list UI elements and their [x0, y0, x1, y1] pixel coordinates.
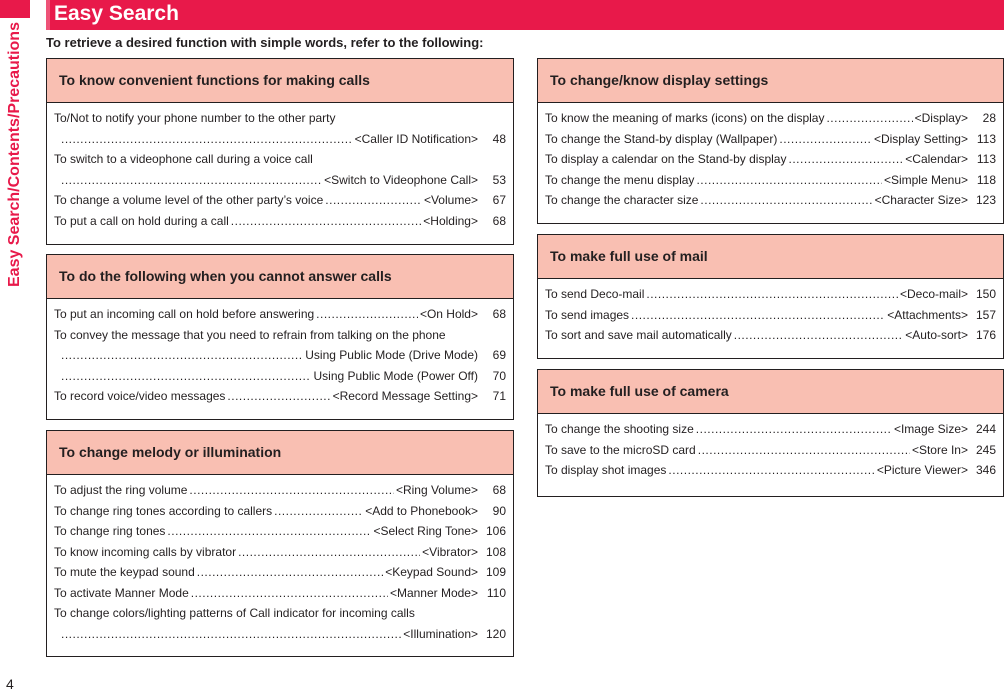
entry-page-number: 109 — [485, 565, 506, 579]
entry-function-ref: <Illumination> — [403, 626, 478, 641]
dot-leader — [61, 627, 401, 641]
entry-function-ref: <Ring Volume> — [395, 483, 478, 497]
entry-function-ref: <Keypad Sound> — [385, 565, 478, 579]
entry-description: To know incoming calls by vibrator — [54, 544, 237, 559]
entry-description: To save to the microSD card — [545, 442, 696, 457]
dot-leader — [779, 132, 872, 146]
entry-description: To change ring tones according to callers — [54, 503, 273, 518]
entry-function-ref: <Simple Menu> — [883, 172, 968, 187]
entry-description: To mute the keypad sound — [54, 565, 195, 579]
entry-description: To sort and save mail automatically — [545, 328, 732, 342]
entry-function-ref: <Display> — [914, 111, 968, 125]
entry-page-number: 113 — [976, 152, 996, 166]
entry-function-ref: <Character Size> — [874, 193, 968, 207]
section-display — [537, 58, 1004, 224]
section-body — [47, 299, 513, 410]
index-entry — [545, 152, 996, 173]
dot-leader — [167, 524, 371, 538]
entry-page-number: 69 — [492, 348, 506, 362]
section-body — [47, 103, 513, 234]
dot-leader — [826, 111, 912, 125]
entry-function-ref: <Calendar> — [905, 152, 968, 166]
entry-function-ref: <Picture Viewer> — [876, 463, 968, 477]
index-entry — [54, 627, 506, 648]
section-heading: To make full use of camera — [538, 370, 1003, 414]
entry-description: To activate Manner Mode — [54, 585, 189, 600]
index-entry — [54, 111, 506, 132]
entry-description: To display shot images — [545, 463, 667, 477]
dot-leader — [61, 173, 322, 187]
entry-function-ref: <On Hold> — [419, 307, 478, 321]
dot-leader — [274, 504, 363, 518]
dot-leader — [231, 214, 422, 228]
entry-page-number: 157 — [975, 307, 996, 322]
entry-description: To display a calendar on the Stand-by display — [545, 152, 787, 166]
dot-leader — [61, 132, 353, 146]
entry-page-number: 68 — [492, 483, 506, 497]
page-subtitle: To retrieve a desired function with simple words, refer to the following: — [46, 35, 484, 50]
section-heading: To do the following when you cannot answer calls — [47, 255, 513, 299]
dot-leader — [61, 348, 303, 362]
entry-function-ref: <Add to Phonebook> — [365, 503, 478, 518]
section-body — [538, 279, 1003, 349]
index-entry — [54, 193, 506, 214]
index-entry — [54, 307, 506, 328]
entry-description: To adjust the ring volume — [54, 483, 188, 497]
section-heading: To know convenient functions for making calls — [47, 59, 513, 103]
index-entry — [54, 369, 506, 390]
entry-page-number: 48 — [492, 131, 506, 146]
section-body — [538, 414, 1003, 484]
entry-function-ref: <Switch to Videophone Call> — [324, 172, 478, 187]
index-entry — [545, 328, 996, 349]
dot-leader — [696, 422, 892, 436]
index-entry — [54, 606, 506, 627]
index-entry — [545, 287, 996, 308]
entry-function-ref: <Vibrator> — [422, 544, 478, 559]
entry-page-number: 28 — [982, 111, 996, 125]
entry-function-ref: <Caller ID Notification> — [354, 131, 478, 146]
dot-leader — [227, 389, 330, 403]
index-entry — [54, 214, 506, 235]
entry-function-ref: <Image Size> — [893, 422, 968, 436]
entry-function-ref: <Attachments> — [887, 307, 968, 322]
entry-description: To change a volume level of the other party’s voice — [54, 193, 324, 207]
dot-leader — [238, 545, 420, 559]
section-calls — [46, 58, 514, 245]
entry-page-number: 150 — [975, 287, 996, 301]
dot-leader — [788, 152, 903, 166]
side-section-label: Easy Search/Contents/Precautions — [6, 22, 23, 287]
index-entry — [54, 173, 506, 194]
index-entry — [54, 586, 506, 607]
entry-function-ref: <Volume> — [423, 193, 478, 207]
section-heading: To make full use of mail — [538, 235, 1003, 279]
entry-description: To put an incoming call on hold before answering — [54, 307, 315, 321]
entry-function-ref: <Auto-sort> — [905, 328, 968, 342]
entry-function-ref: <Holding> — [423, 213, 478, 228]
entry-page-number: 67 — [492, 193, 506, 207]
dot-leader — [631, 308, 885, 322]
index-entry — [54, 348, 506, 369]
entry-function-ref: <Record Message Setting> — [332, 389, 478, 403]
entry-description: To put a call on hold during a call — [54, 213, 229, 228]
index-entry — [54, 132, 506, 153]
entry-page-number: 244 — [975, 422, 996, 436]
dot-leader — [698, 443, 910, 457]
entry-page-number: 53 — [492, 172, 506, 187]
entry-page-number: 108 — [485, 544, 506, 559]
entry-page-number: 113 — [976, 131, 996, 146]
dot-leader — [668, 463, 874, 477]
dot-leader — [700, 193, 872, 207]
entry-description: To change the character size — [545, 193, 699, 207]
entry-page-number: 245 — [975, 442, 996, 457]
entry-description: To know the meaning of marks (icons) on the display — [545, 111, 825, 125]
entry-function-ref: Using Public Mode (Power Off) — [313, 368, 478, 383]
entry-page-number: 68 — [492, 213, 506, 228]
entry-description: To change ring tones — [54, 524, 166, 538]
index-entry — [54, 152, 506, 173]
dot-leader — [61, 369, 311, 383]
index-entry — [545, 193, 996, 214]
entry-page-number: 110 — [486, 585, 506, 600]
entry-page-number: 120 — [485, 626, 506, 641]
entry-description: To send images — [545, 307, 630, 322]
index-entry — [545, 111, 996, 132]
entry-description: To send Deco-mail — [545, 287, 645, 301]
dot-leader — [191, 586, 388, 600]
section-mail — [537, 234, 1004, 359]
section-heading: To change melody or illumination — [47, 431, 513, 475]
index-entry — [545, 463, 996, 484]
index-entry — [54, 483, 506, 504]
entry-description: To record voice/video messages — [54, 389, 226, 403]
entry-function-ref: <Select Ring Tone> — [373, 524, 478, 538]
index-entry — [545, 422, 996, 443]
entry-description: To change colors/lighting patterns of Call indicator for incoming calls — [54, 606, 415, 620]
entry-page-number: 68 — [492, 307, 506, 321]
entry-function-ref: <Display Setting> — [873, 131, 968, 146]
entry-function-ref: Using Public Mode (Drive Mode) — [305, 348, 478, 362]
section-camera — [537, 369, 1004, 497]
page-number: 4 — [6, 676, 14, 692]
entry-page-number: 90 — [492, 503, 506, 518]
dot-leader — [646, 287, 898, 301]
entry-description: To change the menu display — [545, 172, 695, 187]
entry-page-number: 71 — [492, 389, 506, 403]
entry-page-number: 123 — [975, 193, 996, 207]
entry-page-number: 346 — [975, 463, 996, 477]
index-entry — [54, 328, 506, 349]
index-entry — [545, 132, 996, 153]
entry-page-number: 106 — [485, 524, 506, 538]
index-entry — [545, 443, 996, 464]
entry-description: To change the Stand-by display (Wallpaper) — [545, 131, 778, 146]
index-entry — [54, 389, 506, 410]
index-entry — [54, 504, 506, 525]
entry-description: To change the shooting size — [545, 422, 694, 436]
index-entry — [545, 173, 996, 194]
entry-function-ref: <Store In> — [911, 442, 968, 457]
entry-description: To convey the message that you need to refrain from talking on the phone — [54, 327, 446, 342]
dot-leader — [734, 328, 904, 342]
section-body — [538, 103, 1003, 214]
entry-page-number: 176 — [975, 328, 996, 342]
section-heading: To change/know display settings — [538, 59, 1003, 103]
section-melody — [46, 430, 514, 657]
dot-leader — [197, 565, 383, 579]
section-cannot-answer — [46, 254, 514, 420]
page-title: Easy Search — [46, 0, 1004, 30]
entry-function-ref: <Deco-mail> — [899, 287, 968, 301]
index-entry — [54, 565, 506, 586]
entry-page-number: 70 — [492, 368, 506, 383]
index-entry — [54, 524, 506, 545]
entry-function-ref: <Manner Mode> — [389, 585, 478, 600]
entry-description: To/Not to notify your phone number to the other party — [54, 111, 336, 125]
dot-leader — [189, 483, 394, 497]
entry-page-number: 118 — [976, 172, 996, 187]
section-body — [47, 475, 513, 647]
dot-leader — [696, 173, 882, 187]
entry-description: To switch to a videophone call during a voice call — [54, 152, 313, 166]
side-tab-marker — [0, 0, 30, 18]
index-entry — [545, 308, 996, 329]
dot-leader — [325, 193, 422, 207]
dot-leader — [316, 307, 418, 321]
index-entry — [54, 545, 506, 566]
